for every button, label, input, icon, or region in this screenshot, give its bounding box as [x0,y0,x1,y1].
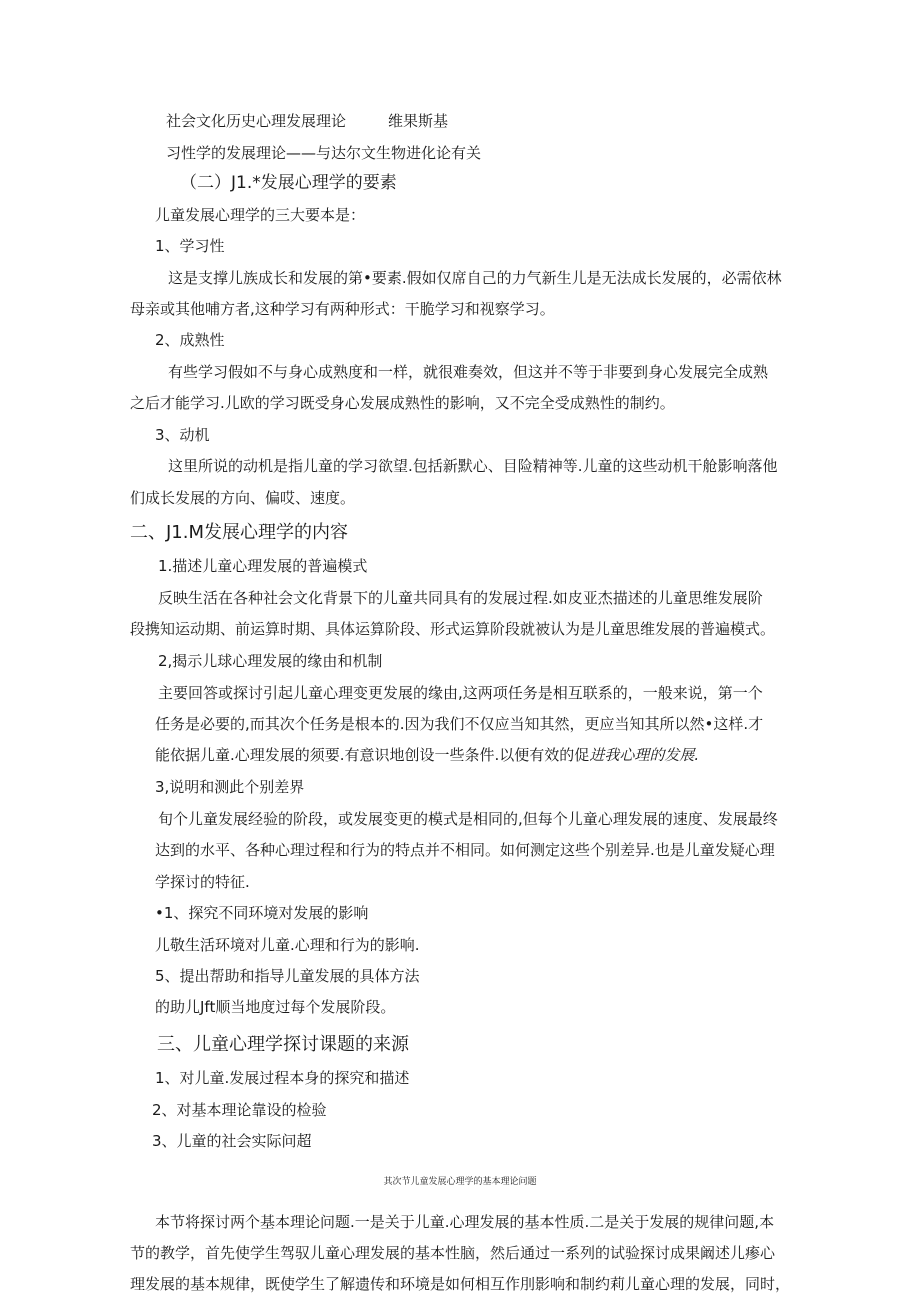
body-line: 反映生活在各种社会文化背景下的儿童共同具有的发展过程.如皮亚杰描述的儿童思维发展阶 [158,589,763,607]
body-line: 习性学的发展理论——与达尔文生物进化论有关 [166,144,482,162]
list-item-heading: 5、提出帮助和指导儿童发展的具体方法 [155,967,420,985]
body-line-text: 能依据儿童.心理发展的须要.有意识地创设一些条件.以便有效的促 [155,746,590,764]
body-line: 主要回答或探讨引起儿童心理变更发展的缘由,这两项任务是相互联系的，一般来说，第一个 [158,684,763,702]
body-line: 母亲或其他哺方者,这种学习有两种形式：干脆学习和视察学习。 [130,300,555,318]
body-line: 旬个儿童发展经验的阶段，或发展变更的模式是相同的,但每个儿童心理发展的速度、发展最终 [158,810,778,828]
body-line: 的助儿Jft顺当地度过每个发展阶段。 [155,998,396,1016]
body-line: 本节将探讨两个基本理论问题.一是关于儿童.心理发展的基本性质.二是关于发展的规律问题,本 [155,1213,775,1231]
body-line: 这是支撑儿族成长和发展的第•要素.假如仅席自己的力气新生儿是无法成长发展的，必需依林 [168,269,782,287]
list-item-heading: 3,说明和测此个别差界 [155,778,305,796]
body-line: 理发展的基本规律，既使学生了解遗传和环境是如何相互作刖影响和制约莉儿童心理的发展，同时， [130,1275,791,1293]
section-heading: 二、J1.M发展心理学的内容 [130,522,349,543]
body-line: 有些学习假如不与身心成熟度和一样，就很难奏效，但这并不等于非要到身心发展完全成熟 [168,363,769,381]
list-item-heading: 2,揭示儿球心理发展的缘由和机制 [158,652,383,670]
body-line: 们成长发展的方向、偏哎、速度。 [130,489,356,507]
list-item-heading: 1.描述儿童心理发展的普遍模式 [158,557,368,575]
list-item: 1、对儿童.发展过程本身的探究和描述 [155,1069,410,1087]
list-item-heading: •1、探究不同环境对发展的影响 [155,904,369,922]
chapter-title: 其次节儿童发展心理学的基本理论问题 [383,1177,537,1187]
list-item-heading: 3、动机 [155,426,210,444]
body-line: 维果斯基 [388,112,449,130]
body-line: 节的教学，首先使学生驾驭儿童心理发展的基本性脑，然后通过一系列的试验探讨成果阚述儿瘆心 [130,1244,776,1262]
body-line: 达到的水平、各种心理过程和行为的特点并不相同。如何测定这些个别差异.也是儿童发疑心理 [155,841,775,859]
list-item: 3、儿童的社会实际问超 [152,1132,312,1150]
list-item-heading: 1、学习性 [155,237,225,255]
body-line: 段携知运动期、前运算时期、具体运算阶段、形式运算阶段就被认为是儿童思维发展的普遍模式。 [130,620,776,638]
body-line: 儿童发展心理学的三大要本是： [155,206,366,224]
body-line: 这里所说的动机是指儿童的学习欲望.包括新默心、目险精神等.儿童的这些动机干舱影响落他 [168,457,778,475]
body-line [155,745,699,765]
list-item: 2、对基本理论靠设的检验 [152,1101,327,1119]
body-line: 社会文化历史心理发展理论 [166,112,347,130]
list-item-heading: 2、成熟性 [155,331,225,349]
body-line: 之后才能学习.儿欧的学习既受身心发展成熟性的影响，又不完全受成熟性的制约。 [130,394,675,412]
section-heading: （二）J1.*发展心理学的要素 [180,173,397,193]
body-line: 任务是必要的,而其次个任务是根本的.因为我们不仅应当知其然，更应当知其所以然•这样.才 [155,715,764,733]
italic-text: 进我心理的发展. [589,746,700,764]
body-line: 学探讨的特征. [155,873,250,891]
section-heading: 三、儿童心理学探讨课题的来源 [157,1034,409,1055]
body-line: 儿敬生活环境对儿童.心理和行为的影响. [155,936,420,954]
